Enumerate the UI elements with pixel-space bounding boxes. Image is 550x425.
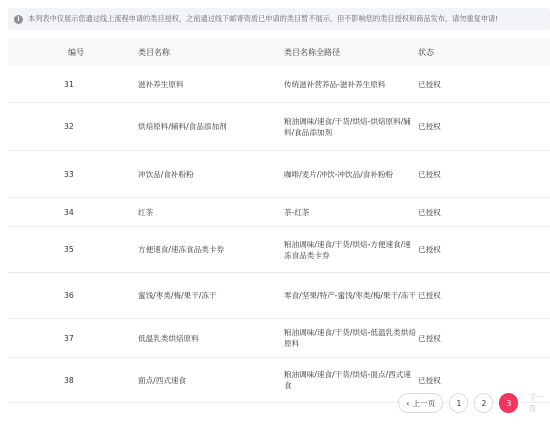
row-status: 已授权 xyxy=(418,207,441,217)
prev-page-button[interactable] xyxy=(398,393,443,413)
page-button-3[interactable]: 3 xyxy=(499,393,518,413)
header-id: 编号 xyxy=(68,47,84,57)
row-id: 32 xyxy=(64,122,74,131)
row-status: 已授权 xyxy=(418,79,441,89)
table-row xyxy=(8,227,550,273)
page-button-2[interactable]: 2 xyxy=(474,393,493,413)
row-path: 传统滋补营养品-滋补养生原料 xyxy=(284,79,386,89)
page-button-1[interactable]: 1 xyxy=(449,393,468,413)
notice-text: 本列表中仅展示您通过线上流程申请的类目授权，之前通过线下邮寄资质已申请的类目暂不展示，但不影响您的类目授权和商品发布，请勿重复申请! xyxy=(28,14,499,23)
chevron-left-icon: ‹ xyxy=(406,398,410,408)
info-icon: i xyxy=(14,15,23,24)
row-name: 红茶 xyxy=(138,207,154,217)
table-row xyxy=(8,103,550,151)
row-path: 零食/坚果/特产-蜜饯/枣类/梅/果干/冻干 xyxy=(284,291,416,300)
row-path: 粮油调味/速食/干货/烘焙-方便速食/速冻食品类卡券 xyxy=(284,239,411,260)
row-id: 33 xyxy=(64,169,74,179)
row-path: 茶-红茶 xyxy=(284,207,310,217)
table-row xyxy=(8,198,550,227)
next-page-button[interactable]: 下一页 xyxy=(528,393,544,413)
row-name: 面点/西式速食 xyxy=(138,375,187,385)
row-id: 34 xyxy=(64,207,74,217)
table-row xyxy=(8,319,550,358)
prev-page-label: 上一页 xyxy=(412,398,436,408)
table-header xyxy=(8,38,550,66)
header-status: 状态 xyxy=(418,47,434,57)
row-status: 已授权 xyxy=(418,245,441,254)
row-id: 35 xyxy=(64,245,74,254)
row-id: 38 xyxy=(64,375,74,385)
notice-banner xyxy=(8,8,550,30)
category-table xyxy=(8,38,550,403)
header-path: 类目名称全路径 xyxy=(284,47,340,57)
row-name: 低温乳类烘焙原料 xyxy=(138,333,199,343)
header-name: 类目名称 xyxy=(138,47,170,57)
row-path: 粮油调味/速食/干货/烘焙-面点/西式速食 xyxy=(284,370,411,390)
row-path: 粮油调味/速食/干货/烘焙-烘焙原料/辅料/食品添加剂 xyxy=(284,116,411,137)
row-status: 已授权 xyxy=(418,375,441,385)
row-path: 咖啡/麦片/冲饮-冲饮品/食补粉粉 xyxy=(284,169,394,179)
table-row xyxy=(8,151,550,198)
table-row xyxy=(8,273,550,319)
row-id: 31 xyxy=(64,79,74,89)
row-path: 粮油调味/速食/干货/烘焙-低温乳类烘焙原料 xyxy=(284,328,416,348)
row-status: 已授权 xyxy=(418,169,441,179)
row-id: 37 xyxy=(64,333,74,343)
row-name: 冲饮品/食补粉粉 xyxy=(138,169,194,179)
row-name: 蜜饯/枣类/梅/果干/冻干 xyxy=(138,291,217,300)
row-name: 滋补养生原料 xyxy=(138,79,184,89)
row-status: 已授权 xyxy=(418,333,441,343)
row-name: 方便速食/速冻食品类卡券 xyxy=(138,245,225,254)
table-row xyxy=(8,66,550,103)
pagination xyxy=(398,392,550,414)
row-status: 已授权 xyxy=(418,122,441,131)
row-status: 已授权 xyxy=(418,291,441,300)
row-name: 烘焙原料/辅料/食品添加剂 xyxy=(138,122,227,131)
row-id: 36 xyxy=(64,291,74,300)
